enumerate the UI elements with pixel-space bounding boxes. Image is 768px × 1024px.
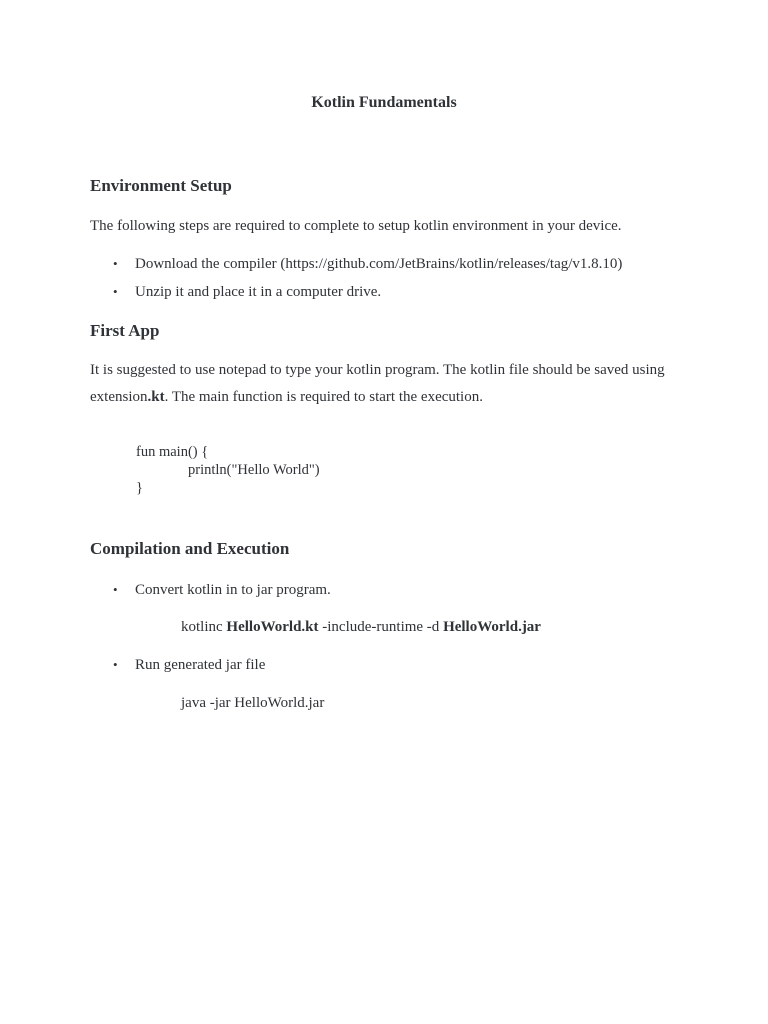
code-line: } bbox=[136, 480, 143, 496]
paragraph-text: . The main function is required to start the execution. bbox=[164, 389, 483, 405]
heading-compilation-execution: Compilation and Execution bbox=[90, 539, 290, 558]
command-text: -include-runtime -d bbox=[318, 619, 444, 635]
output-filename: HelloWorld.jar bbox=[443, 619, 541, 635]
command-kotlinc bbox=[181, 619, 541, 636]
code-line: println("Hello World") bbox=[188, 462, 320, 478]
bullet-icon: • bbox=[113, 582, 118, 597]
list-item-text: Convert kotlin in to jar program. bbox=[135, 582, 331, 598]
extension-kt: .kt bbox=[147, 389, 165, 405]
first-app-paragraph bbox=[90, 357, 665, 411]
paragraph-text: extension bbox=[90, 389, 148, 405]
list-item-text: Unzip it and place it in a computer drive. bbox=[135, 284, 382, 300]
list-item-text: Download the compiler (https://github.com/JetBrains/kotlin/releases/tag/v1.8.10) bbox=[135, 256, 623, 272]
document-title: Kotlin Fundamentals bbox=[311, 94, 457, 111]
bullet-icon: • bbox=[113, 256, 118, 271]
heading-first-app: First App bbox=[90, 321, 160, 340]
list-item-text: Run generated jar file bbox=[135, 657, 266, 673]
bullet-icon: • bbox=[113, 657, 118, 672]
code-line: fun main() { bbox=[136, 444, 209, 460]
environment-intro: The following steps are required to complete to setup kotlin environment in your device. bbox=[90, 218, 622, 234]
command-java: java -jar HelloWorld.jar bbox=[181, 695, 325, 711]
paragraph-line: It is suggested to use notepad to type your kotlin program. The kotlin file should be saved using bbox=[90, 362, 665, 378]
command-text: kotlinc bbox=[181, 619, 227, 635]
heading-environment-setup: Environment Setup bbox=[90, 176, 232, 195]
list-item bbox=[113, 582, 331, 599]
list-item bbox=[113, 284, 381, 301]
source-filename: HelloWorld.kt bbox=[226, 619, 319, 635]
list-item bbox=[113, 256, 622, 273]
bullet-icon: • bbox=[113, 284, 118, 299]
list-item bbox=[113, 657, 265, 674]
